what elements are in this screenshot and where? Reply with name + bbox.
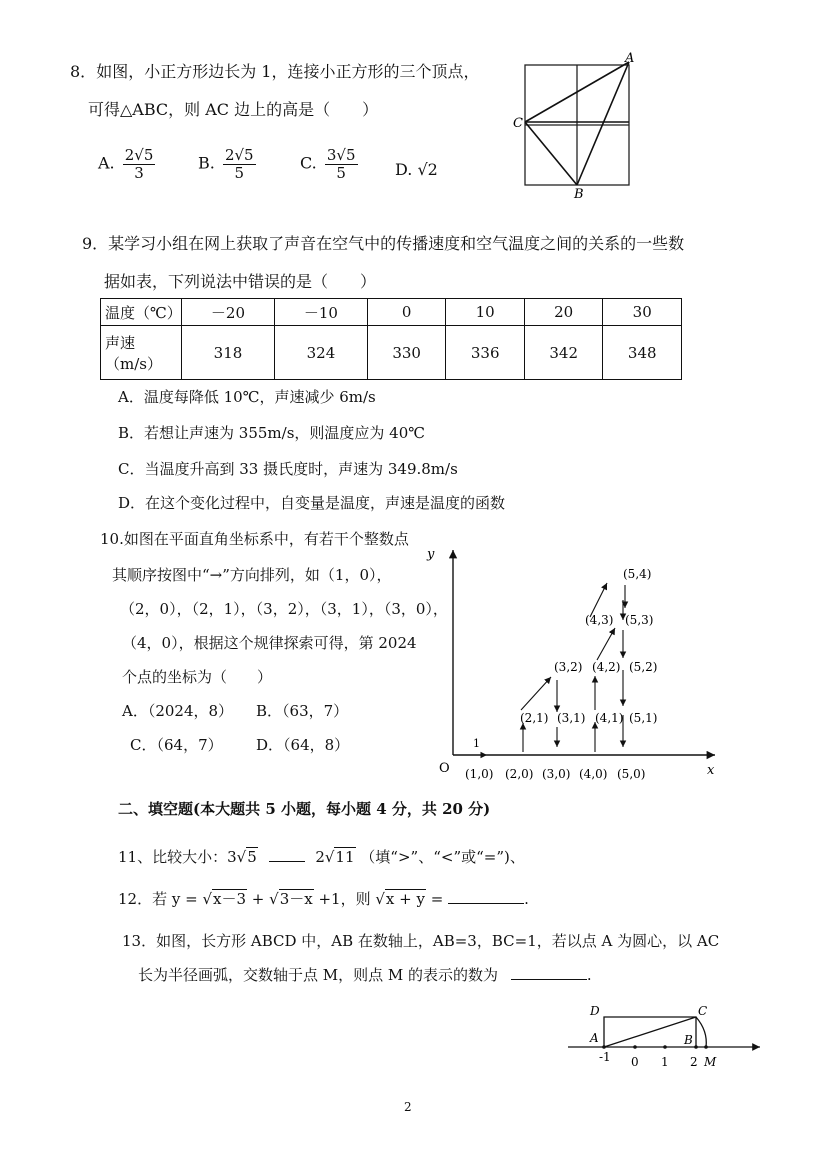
- table-cell: 0: [367, 299, 446, 326]
- point-3-0: (3,0): [542, 767, 571, 781]
- point-2-0: (2,0): [505, 767, 534, 781]
- table-cell: 324: [274, 326, 367, 380]
- table-cell: －20: [182, 299, 275, 326]
- q11: 11、比较大小：3√5 2√11 （填“>”、“<”或“=”)、: [118, 848, 525, 866]
- q13-figure: [568, 995, 768, 1075]
- table-cell: －10: [274, 299, 367, 326]
- q9-data-table: [100, 298, 682, 380]
- q8-text-1: 如图，小正方形边长为 1，连接小正方形的三个顶点，: [96, 62, 480, 81]
- q8-line2: 可得△ABC，则 AC 边上的高是（ ）: [88, 100, 379, 119]
- q10-option-c[interactable]: C．（64，7）: [130, 736, 223, 754]
- q13-tick-0: 0: [631, 1055, 639, 1069]
- q9-option-c[interactable]: C．当温度升高到 33 摄氏度时，声速为 349.8m/s: [118, 460, 458, 478]
- table-cell: 10: [446, 299, 525, 326]
- q8-label-c: C: [513, 116, 523, 131]
- q10-lattice-figure: [425, 540, 725, 785]
- q9-option-a[interactable]: A．温度每降低 10℃，声速减少 6m/s: [118, 388, 376, 406]
- lattice-point-labels: [465, 567, 657, 781]
- point-5-1: (5,1): [629, 711, 658, 725]
- q9-option-d[interactable]: D．在这个变化过程中，自变量是温度，声速是温度的函数: [118, 494, 506, 512]
- unit-label: 1: [473, 737, 480, 750]
- q13-label-c: C: [698, 1004, 708, 1018]
- q8-grid-figure: [505, 50, 640, 200]
- point-3-2: (3,2): [554, 660, 583, 674]
- table-header-speed: 声速（m/s）: [101, 326, 182, 380]
- point-4-2: (4,2): [592, 660, 621, 674]
- q8-label-b: B: [574, 187, 584, 200]
- q9-option-b[interactable]: B．若想让声速为 355m/s，则温度应为 40℃: [118, 424, 426, 442]
- q8-line1: [70, 62, 479, 81]
- q13-answer-blank[interactable]: [511, 979, 587, 980]
- q10-line5: 个点的坐标为（ ）: [122, 668, 273, 686]
- table-cell: 20: [524, 299, 603, 326]
- q13-label-a: A: [590, 1031, 599, 1045]
- table-row: [101, 299, 682, 326]
- q12-answer-blank[interactable]: [448, 903, 524, 904]
- q10-line3: （2，0），（2，1），（3，2），（3，1），（3，0），: [120, 600, 448, 618]
- point-5-2: (5,2): [629, 660, 658, 674]
- q8-number: 8．: [70, 62, 97, 81]
- q10-option-b[interactable]: B．（63，7）: [256, 702, 349, 720]
- point-1-0: (1,0): [465, 767, 494, 781]
- table-cell: 342: [524, 326, 603, 380]
- table-row: [101, 326, 682, 380]
- q13-line2: 长为半径画弧，交数轴于点 M，则点 M 的表示的数为 .: [138, 966, 592, 984]
- q12: 12．若 y = √x－3 + √3－x +1，则 √x + y = .: [118, 890, 529, 908]
- point-4-1: (4,1): [595, 711, 624, 725]
- q13-line1: 13．如图，长方形 ABCD 中，AB 在数轴上，AB=3，BC=1，若以点 A 为圆心，以 AC: [122, 932, 720, 950]
- q10-option-a[interactable]: A．（2024，8）: [122, 702, 234, 720]
- q11-answer-blank[interactable]: [269, 861, 305, 862]
- point-2-1: (2,1): [520, 711, 549, 725]
- point-3-1: (3,1): [557, 711, 586, 725]
- point-5-3: (5,3): [625, 613, 654, 627]
- q8-option-b-fraction: $\frac{2√5}{5}$: [224, 146, 254, 182]
- point-5-4: (5,4): [623, 567, 652, 581]
- table-cell: 336: [446, 326, 525, 380]
- table-cell: 30: [603, 299, 682, 326]
- q8-option-a-fraction: $\frac{2√5}{3}$: [124, 146, 154, 182]
- q8-option-c[interactable]: C. $\frac{3√5}{5}$: [300, 146, 356, 182]
- q13-tick-2: 2: [690, 1055, 698, 1069]
- origin-label: O: [439, 761, 450, 776]
- q10-option-d[interactable]: D．（64，8）: [256, 736, 350, 754]
- q13-label-b: B: [684, 1033, 693, 1047]
- q13-label-m: M: [704, 1055, 717, 1069]
- q9-line2: 据如表，下列说法中错误的是（ ）: [104, 272, 377, 291]
- table-cell: 330: [367, 326, 446, 380]
- section-2-title: 二、填空题(本大题共 5 小题，每小题 4 分，共 20 分): [118, 800, 491, 818]
- q9-line1: 9．某学习小组在网上获取了声音在空气中的传播速度和空气温度之间的关系的一些数: [82, 234, 685, 253]
- q8-label-a: A: [625, 51, 635, 66]
- q8-option-a[interactable]: A. $\frac{2√5}{3}$: [98, 146, 154, 182]
- table-cell: 318: [182, 326, 275, 380]
- q8-option-d[interactable]: D. √2: [395, 160, 438, 179]
- q13-label-d: D: [590, 1004, 600, 1018]
- table-header-temp: 温度（℃）: [101, 299, 182, 326]
- q13-tick-neg1: -1: [599, 1050, 611, 1064]
- q10-line2: 其顺序按图中“→”方向排列，如（1，0），: [112, 566, 392, 584]
- x-axis-label: x: [707, 763, 715, 778]
- q8-option-c-fraction: $\frac{3√5}{5}$: [326, 146, 356, 182]
- q8-option-b[interactable]: B. $\frac{2√5}{5}$: [198, 146, 254, 182]
- q10-line4: （4，0），根据这个规律探索可得，第 2024: [122, 634, 417, 652]
- table-cell: 348: [603, 326, 682, 380]
- q13-tick-1: 1: [661, 1055, 669, 1069]
- point-5-0: (5,0): [617, 767, 646, 781]
- point-4-0: (4,0): [579, 767, 608, 781]
- y-axis-label: y: [427, 547, 435, 562]
- page-number: 2: [404, 1100, 412, 1114]
- q10-line1: 10.如图在平面直角坐标系中，有若干个整数点: [100, 530, 409, 548]
- point-4-3: (4,3): [585, 613, 614, 627]
